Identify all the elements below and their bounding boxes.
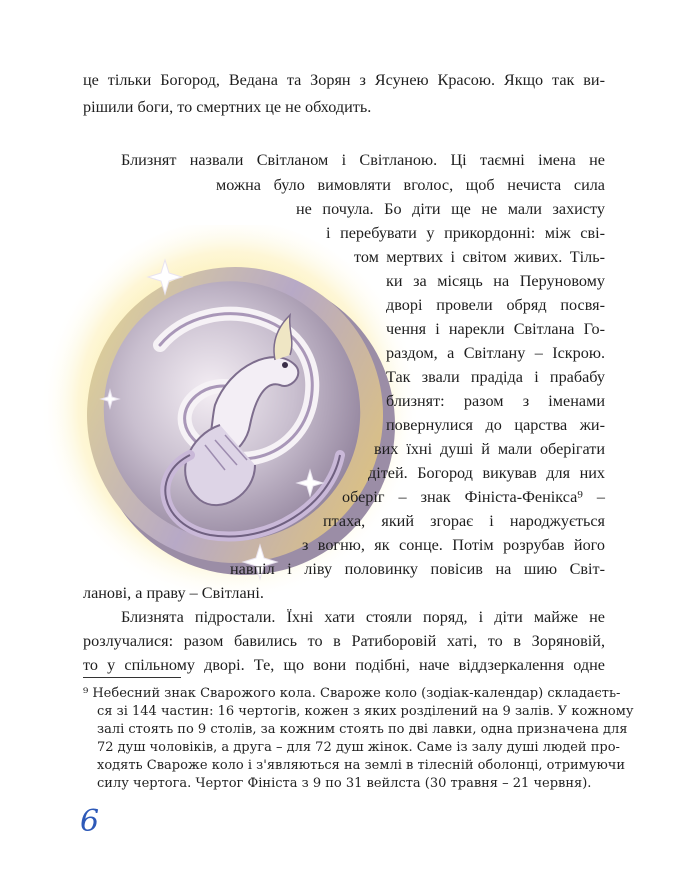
text-line: том мертвих і світом живих. Тіль- xyxy=(354,248,605,266)
footnote-line: ⁹ Небесний знак Сварожого кола. Свароже коло (зодіак-календар) складаєть- xyxy=(83,686,621,701)
text-line: чення і нарекли Світлана Го- xyxy=(386,320,605,338)
footnote-line: силу чертога. Чертог Фініста з 9 по 31 вейлста (30 травня – 21 червня). xyxy=(97,776,592,791)
footnote-divider xyxy=(83,677,181,678)
text-line: розлучалися: разом бавились то в Ратиборовій хаті, то в Зоряновій, xyxy=(83,632,605,650)
text-line: Так звали прадіда і прабабу xyxy=(386,368,605,386)
page-number: 6 xyxy=(80,804,100,839)
text-line: ки за місяць на Перуновому xyxy=(386,272,605,290)
text-line: близнят: разом з іменами xyxy=(386,392,605,410)
text-line: то у спільному дворі. Те, що вони подібні, наче віддзеркалення одне xyxy=(83,656,605,674)
footnote-line: 72 душ чоловіків, а друга – для 72 душ жінок. Саме із залу душі людей про- xyxy=(97,740,620,755)
text-line: дітей. Богород викував для них xyxy=(368,464,605,482)
text-line: вих їхні душі й мали оберігати xyxy=(374,440,605,458)
footnote-line: ходять Свароже коло і з'являються на землі в тілесній оболонці, отримуючи xyxy=(97,758,626,773)
text-line: повернулися до царства жи- xyxy=(386,416,605,434)
phoenix-amulet-illustration xyxy=(40,225,420,615)
text-line: ланові, а праву – Світлані. xyxy=(83,584,264,602)
text-line: Близнята підростали. Їхні хати стояли поряд, і діти майже не xyxy=(121,608,605,626)
text-line: раздом, а Світлану – Іскрою. xyxy=(386,344,605,362)
text-line: можна було вимовляти вголос, щоб нечиста сила xyxy=(216,176,605,194)
text-line: навпіл і ліву половинку повісив на шию Світ- xyxy=(230,560,605,578)
footnote-line: ся зі 144 частин: 16 чертогів, кожен з яких розділений на 9 залів. У кожному xyxy=(97,704,634,719)
text-line: Близнят назвали Світланом і Світланою. Ці таємні імена не xyxy=(121,151,605,169)
footnote-line: залі стоять по 9 столів, за кожним стоять по дві лавки, одна призначена для xyxy=(97,722,628,737)
text-line: і перебувати у прикордонні: між сві- xyxy=(326,224,605,242)
text-line: птаха, який згорає і народжується xyxy=(323,512,605,530)
text-line: оберіг – знак Фініста-Фенікса⁹ – xyxy=(342,488,605,506)
text-line: дворі провели обряд посвя- xyxy=(386,296,605,314)
text-line: це тільки Богород, Ведана та Зорян з Ясунею Красою. Якщо так ви- xyxy=(83,71,605,89)
text-line: рішили боги, то смертних це не обходить. xyxy=(83,98,372,116)
text-line: не почула. Бо діти ще не мали захисту xyxy=(296,200,605,218)
text-line: з вогню, як сонце. Потім розрубав його xyxy=(302,536,605,554)
